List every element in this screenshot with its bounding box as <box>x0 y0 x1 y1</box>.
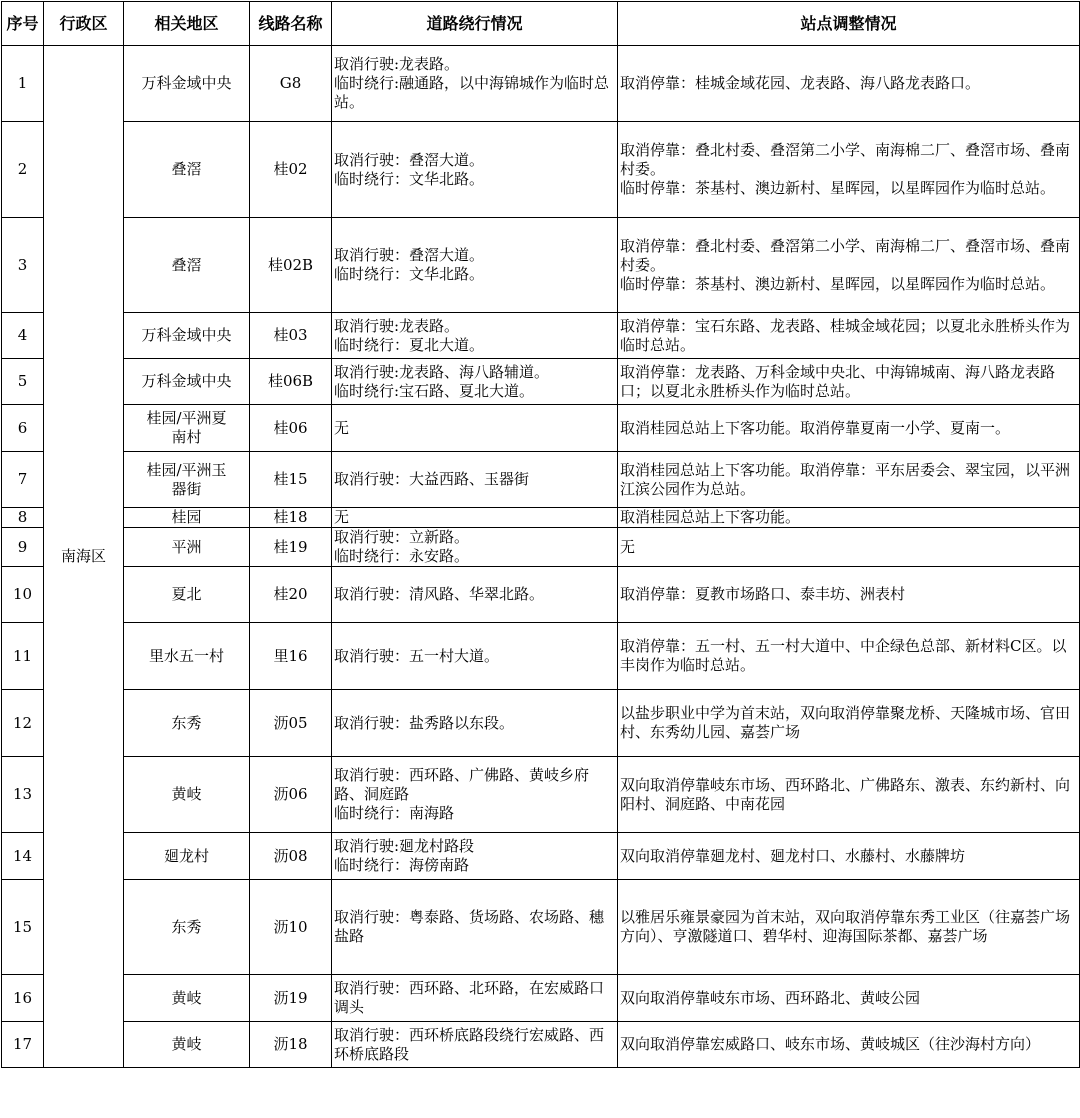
route-cell: 桂06 <box>250 405 332 452</box>
cell-text-line: 取消行驶：西环桥底路段绕行宏威路、西环桥底路段 <box>334 1025 605 1063</box>
cell-text-line: 双向取消停靠岐东市场、西环路北、广佛路东、激表、东约新村、向阳村、洞庭路、中南花园 <box>620 775 1071 813</box>
cell-text-line: 取消行驶:廻龙村路段 <box>334 837 475 855</box>
cell-text-line: 取消行驶：大益西路、玉器街 <box>334 470 530 488</box>
cell-text-line: 临时绕行：南海路 <box>334 804 455 822</box>
row-number: 17 <box>2 1022 44 1068</box>
cell-text-line: 临时绕行:融通路，以中海锦城作为临时总站。 <box>334 74 610 111</box>
table-row <box>2 218 1080 313</box>
stops-cell <box>618 508 1080 528</box>
cell-text-line: 取消停靠：叠北村委、叠滘第二小学、南海棉二厂、叠滘市场、叠南村委。 <box>620 236 1071 274</box>
table-row <box>2 46 1080 122</box>
row-number: 14 <box>2 833 44 880</box>
cell-text-line: 双向取消停靠宏威路口、岐东市场、黄岐城区（往沙海村方向） <box>620 1035 1041 1053</box>
route-cell: 里16 <box>250 623 332 690</box>
cell-text-line: 临时绕行:宝石路、夏北大道。 <box>334 381 535 400</box>
area-cell <box>124 359 250 405</box>
cell-text-line: 南村 <box>171 428 202 446</box>
cell-text-line: 取消桂园总站上下客功能。 <box>620 508 801 526</box>
cell-text-line: 取消行驶:龙表路。 <box>334 55 460 73</box>
route-cell: 沥05 <box>250 690 332 757</box>
detour-cell <box>332 880 618 975</box>
stops-cell <box>618 975 1080 1022</box>
cell-text-line: 万科金域中央 <box>141 372 232 390</box>
route-cell: 沥18 <box>250 1022 332 1068</box>
area-cell <box>124 218 250 313</box>
area-cell <box>124 528 250 567</box>
detour-cell <box>332 218 618 313</box>
header-cell: 行政区 <box>44 2 124 46</box>
area-cell <box>124 623 250 690</box>
cell-text-line: 临时停靠：茶基村、澳边新村、星晖园，以星晖园作为临时总站。 <box>620 274 1056 293</box>
table-row <box>2 690 1080 757</box>
cell-text-line: 东秀 <box>171 713 202 732</box>
detour-cell <box>332 405 618 452</box>
stops-cell <box>618 405 1080 452</box>
row-number: 4 <box>2 313 44 359</box>
area-cell <box>124 975 250 1022</box>
cell-text-line: 临时停靠：茶基村、澳边新村、星晖园，以星晖园作为临时总站。 <box>620 179 1056 197</box>
route-cell: 桂19 <box>250 528 332 567</box>
detour-cell <box>332 508 618 528</box>
row-number: 11 <box>2 623 44 690</box>
route-cell: 桂15 <box>250 452 332 508</box>
table-row <box>2 405 1080 452</box>
cell-text-line: 取消行驶：西环路、广佛路、黄岐乡府路、洞庭路 <box>334 766 590 803</box>
header-cell: 序号 <box>2 2 44 46</box>
cell-text-line: 取消行驶：五一村大道。 <box>334 646 500 665</box>
cell-text-line: 平洲 <box>171 537 202 556</box>
cell-text-line: 桂园/平洲夏 <box>146 409 227 427</box>
area-cell <box>124 508 250 528</box>
cell-text-line: 临时绕行：文华北路。 <box>334 265 485 283</box>
row-number: 7 <box>2 452 44 508</box>
table-row <box>2 567 1080 623</box>
row-number: 8 <box>2 508 44 528</box>
detour-cell <box>332 313 618 359</box>
detour-cell <box>332 757 618 833</box>
route-cell: 沥19 <box>250 975 332 1022</box>
area-cell <box>124 567 250 623</box>
cell-text-line: 廻龙村 <box>163 846 209 865</box>
route-cell: 沥10 <box>250 880 332 975</box>
stops-cell <box>618 623 1080 690</box>
header-cell: 道路绕行情况 <box>332 2 618 46</box>
row-number: 2 <box>2 122 44 218</box>
table-row <box>2 1022 1080 1068</box>
route-cell: 桂20 <box>250 567 332 623</box>
row-number: 15 <box>2 880 44 975</box>
area-cell <box>124 405 250 452</box>
cell-text-line: 临时绕行：永安路。 <box>334 547 470 565</box>
area-cell <box>124 690 250 757</box>
cell-text-line: 取消行驶：西环路、北环路，在宏威路口调头 <box>334 979 605 1016</box>
cell-text-line: 取消桂园总站上下客功能。取消停靠夏南一小学、夏南一。 <box>620 418 1011 437</box>
row-number: 3 <box>2 218 44 313</box>
cell-text-line: 双向取消停靠岐东市场、西环路北、黄岐公园 <box>620 988 921 1007</box>
cell-text-line: 取消停靠：夏教市场路口、泰丰坊、洲表村 <box>620 585 906 603</box>
stops-cell <box>618 528 1080 567</box>
row-number: 5 <box>2 359 44 405</box>
detour-cell <box>332 452 618 508</box>
route-cell: 桂18 <box>250 508 332 528</box>
cell-text-line: 无 <box>334 508 350 526</box>
detour-cell <box>332 122 618 218</box>
cell-text-line: 取消行驶：叠滘大道。 <box>334 150 485 169</box>
cell-text-line: 取消停靠：宝石东路、龙表路、桂城金域花园；以夏北永胜桥头作为临时总站。 <box>620 316 1071 354</box>
table-row <box>2 528 1080 567</box>
header-row <box>2 2 1080 46</box>
cell-text-line: 东秀 <box>171 917 202 936</box>
cell-text-line: 临时绕行：文华北路。 <box>334 169 485 188</box>
row-number: 1 <box>2 46 44 122</box>
cell-text-line: 叠滘 <box>171 255 202 274</box>
cell-text-line: 取消行驶：立新路。 <box>334 528 470 546</box>
area-cell <box>124 880 250 975</box>
route-cell: 沥08 <box>250 833 332 880</box>
table-row <box>2 757 1080 833</box>
cell-text-line: 桂园 <box>171 508 202 526</box>
table-row <box>2 452 1080 508</box>
route-cell: G8 <box>250 46 332 122</box>
route-cell: 桂02 <box>250 122 332 218</box>
cell-text-line: 取消行驶：粤泰路、货场路、农场路、穗盐路 <box>334 908 605 945</box>
cell-text-line: 万科金域中央 <box>141 326 232 344</box>
area-cell <box>124 452 250 508</box>
area-cell <box>124 313 250 359</box>
table-row <box>2 508 1080 528</box>
cell-text-line: 器街 <box>171 479 202 498</box>
detour-cell <box>332 833 618 880</box>
detour-cell <box>332 1022 618 1068</box>
stops-cell <box>618 1022 1080 1068</box>
district-cell: 南海区 <box>44 46 124 1068</box>
stops-cell <box>618 880 1080 975</box>
cell-text-line: 黄岐 <box>171 785 202 803</box>
area-cell <box>124 46 250 122</box>
detour-cell <box>332 690 618 757</box>
row-number: 16 <box>2 975 44 1022</box>
stops-cell <box>618 452 1080 508</box>
route-cell: 桂02B <box>250 218 332 313</box>
detour-cell <box>332 359 618 405</box>
stops-cell <box>618 690 1080 757</box>
header-cell: 相关地区 <box>124 2 250 46</box>
cell-text-line: 里水五一村 <box>148 646 224 665</box>
table-row <box>2 880 1080 975</box>
detour-cell <box>332 975 618 1022</box>
stops-cell <box>618 567 1080 623</box>
table-row <box>2 122 1080 218</box>
cell-text-line: 无 <box>334 418 350 437</box>
route-cell: 桂06B <box>250 359 332 405</box>
stops-cell <box>618 833 1080 880</box>
cell-text-line: 无 <box>620 537 636 556</box>
stops-cell <box>618 46 1080 122</box>
detour-cell <box>332 46 618 122</box>
cell-text-line: 临时绕行：海傍南路 <box>334 856 470 874</box>
cell-text-line: 取消停靠：五一村、五一村大道中、中企绿色总部、新材料C区。以丰岗作为临时总站。 <box>620 637 1067 674</box>
table-row <box>2 975 1080 1022</box>
stops-cell <box>618 757 1080 833</box>
stops-cell <box>618 218 1080 313</box>
detour-cell <box>332 528 618 567</box>
cell-text-line: 取消行驶:龙表路。 <box>334 316 460 335</box>
stops-cell <box>618 122 1080 218</box>
row-number: 6 <box>2 405 44 452</box>
header-cell: 线路名称 <box>250 2 332 46</box>
cell-text-line: 取消停靠：桂城金域花园、龙表路、海八路龙表路口。 <box>620 74 981 92</box>
table-row <box>2 833 1080 880</box>
cell-text-line: 以盐步职业中学为首末站，双向取消停靠聚龙桥、天隆城市场、官田村、东秀幼儿园、嘉荟广场 <box>620 704 1071 741</box>
row-number: 12 <box>2 690 44 757</box>
cell-text-line: 叠滘 <box>171 160 202 178</box>
cell-text-line: 黄岐 <box>171 988 202 1007</box>
detour-cell <box>332 567 618 623</box>
cell-text-line: 取消桂园总站上下客功能。取消停靠：平东居委会、翠宝园，以平洲江滨公园作为总站。 <box>620 460 1071 498</box>
cell-text-line: 取消行驶:龙表路、海八路辅道。 <box>334 362 550 381</box>
cell-text-line: 双向取消停靠廻龙村、廻龙村口、水藤村、水藤牌坊 <box>620 846 966 865</box>
area-cell <box>124 122 250 218</box>
stops-cell <box>618 313 1080 359</box>
cell-text-line: 桂园/平洲玉 <box>146 460 227 479</box>
header-cell: 站点调整情况 <box>618 2 1080 46</box>
cell-text-line: 取消行驶：叠滘大道。 <box>334 246 485 264</box>
cell-text-line: 取消停靠：叠北村委、叠滘第二小学、南海棉二厂、叠滘市场、叠南村委。 <box>620 141 1071 178</box>
cell-text-line: 万科金域中央 <box>141 74 232 92</box>
cell-text-line: 以雅居乐雍景豪园为首末站，双向取消停靠东秀工业区（往嘉荟广场方向）、亨激隧道口、碧华村、迎海国际茶都、嘉荟广场 <box>620 908 1071 945</box>
table-row <box>2 359 1080 405</box>
cell-text-line: 取消停靠：龙表路、万科金域中央北、中海锦城南、海八路龙表路口；以夏北永胜桥头作为临时总站。 <box>620 362 1056 400</box>
cell-text-line: 临时绕行：夏北大道。 <box>334 335 485 354</box>
detour-cell <box>332 623 618 690</box>
route-cell: 沥06 <box>250 757 332 833</box>
cell-text-line: 黄岐 <box>171 1035 202 1053</box>
route-adjustment-table <box>1 1 1080 1068</box>
area-cell <box>124 757 250 833</box>
cell-text-line: 取消行驶：清风路、华翠北路。 <box>334 585 545 603</box>
stops-cell <box>618 359 1080 405</box>
table-row <box>2 313 1080 359</box>
cell-text-line: 夏北 <box>171 585 202 603</box>
area-cell <box>124 833 250 880</box>
row-number: 13 <box>2 757 44 833</box>
cell-text-line: 取消行驶：盐秀路以东段。 <box>334 713 515 732</box>
row-number: 10 <box>2 567 44 623</box>
area-cell <box>124 1022 250 1068</box>
route-cell: 桂03 <box>250 313 332 359</box>
table-row <box>2 623 1080 690</box>
row-number: 9 <box>2 528 44 567</box>
